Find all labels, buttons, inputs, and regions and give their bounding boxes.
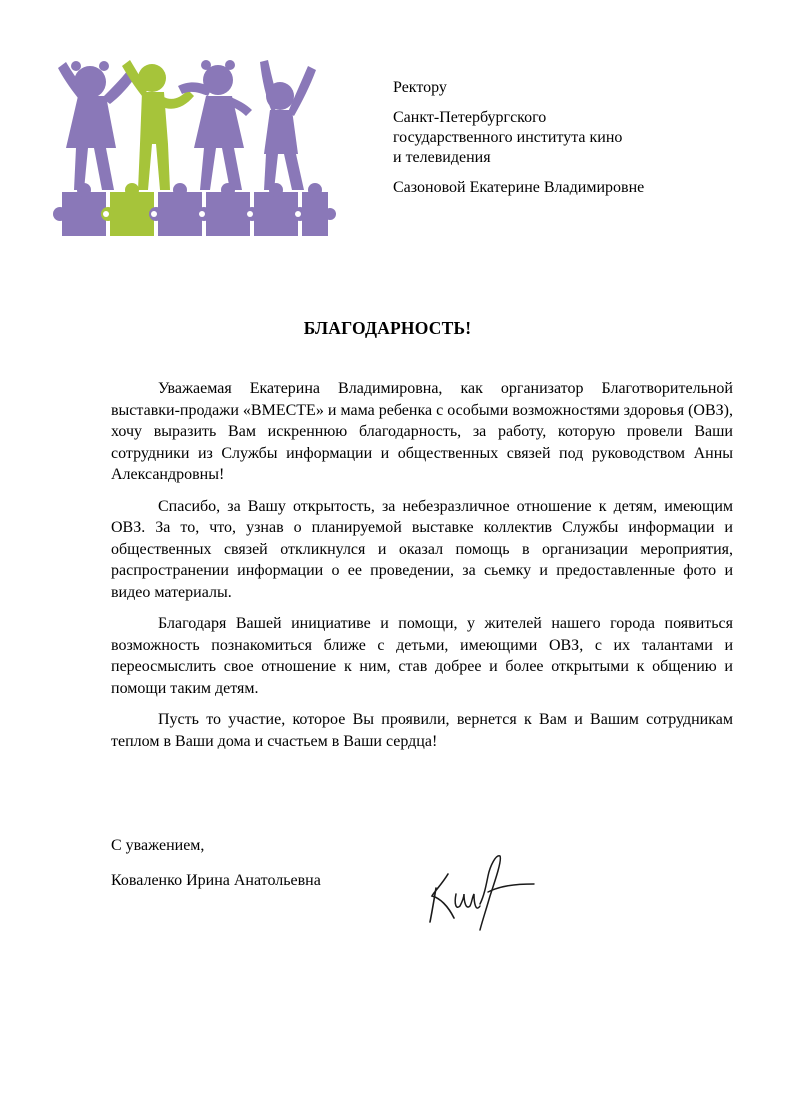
- body-paragraph-2: Спасибо, за Вашу открытость, за небезразличное отношение к детям, имеющим ОВЗ. За то, что, узнав о планируемой выставке коллектив Службы информации и общественных связей откликнулся и оказал помощь в организации мероприятия, распространении информации о ее проведении, за сьемку и предоставленные фото и видео материалы.: [111, 497, 733, 601]
- body-paragraph-3: Благодаря Вашей инициативе и помощи, у жителей нашего города появиться возможность познакомиться ближе с детьми, имеющими ОВЗ, с их талантами и переосмыслить свое отношение к ним, став добрее и более открытыми к общению и помощи таким детям.: [111, 615, 733, 697]
- child-figure-4: [260, 60, 316, 190]
- addressee-name: Сазоновой Екатерине Владимировне: [393, 179, 645, 196]
- children-puzzle-logo: [52, 40, 337, 258]
- addressee-institution-line1: Санкт-Петербургского: [393, 109, 547, 126]
- addressee-block: [393, 78, 753, 198]
- child-figure-2: [122, 60, 194, 190]
- closing-phrase: С уважением,: [111, 837, 205, 854]
- letter-body: [111, 378, 733, 762]
- child-figure-1: [58, 61, 136, 190]
- handwritten-signature: [410, 826, 545, 940]
- addressee-institution-line2: государственного института кино: [393, 129, 623, 146]
- body-paragraph-4: Пусть то участие, которое Вы проявили, вернется к Вам и Вашим сотрудникам теплом в Ваши дома и счастьем в Ваши сердца!: [111, 711, 733, 750]
- puzzle-row: [53, 183, 336, 236]
- body-paragraph-1: Уважаемая Екатерина Владимировна, как организатор Благотворительной выставки-продажи «ВМЕСТЕ» и мама ребенка с особыми возможностями здоровья (ОВЗ), хочу выразить Вам искреннюю благодарность, за работу, которую провели Ваши сотрудники из Службы информации и общественных связей под руководством Анны Александровны!: [111, 380, 733, 483]
- addressee-institution-line3: и телевидения: [393, 149, 491, 166]
- letter-title: БЛАГОДАРНОСТЬ!: [303, 318, 472, 338]
- addressee-position: Ректору: [393, 79, 447, 96]
- child-figure-3: [178, 60, 252, 190]
- signer-name: Коваленко Ирина Анатольевна: [111, 872, 321, 889]
